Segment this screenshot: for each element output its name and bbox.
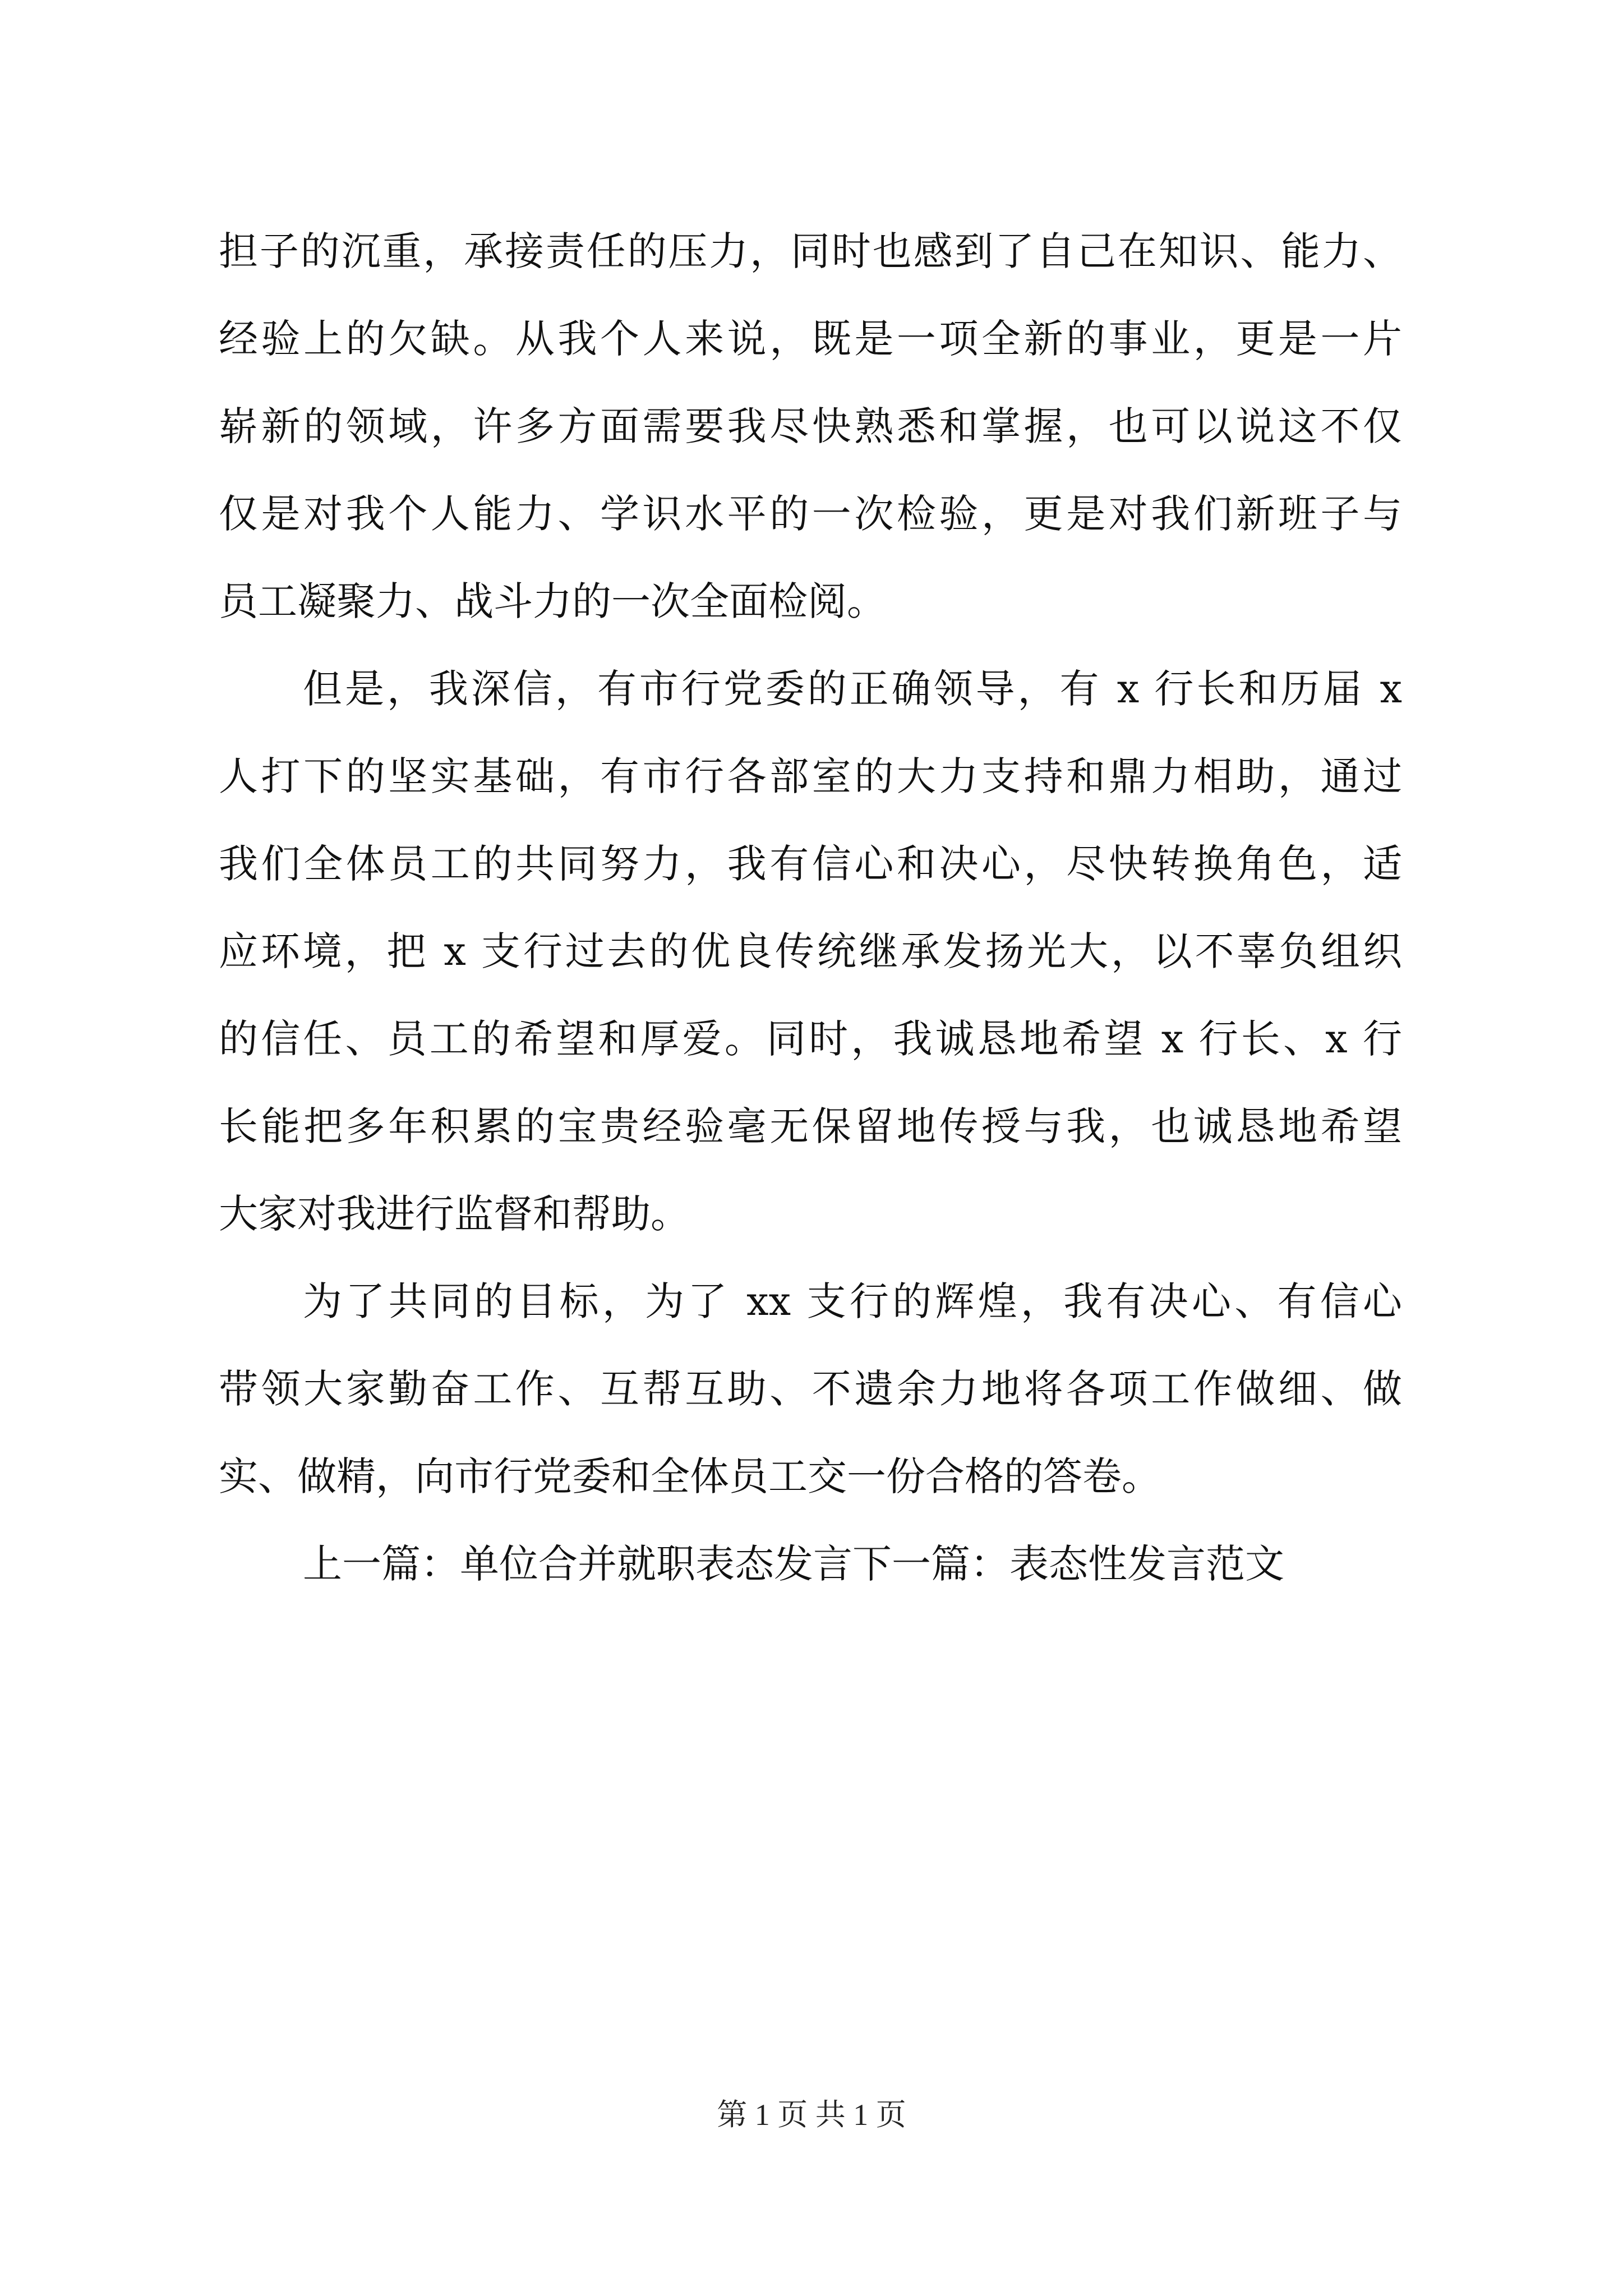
paragraph-3-line-2: 带领大家勤奋工作、互帮互助、不遗余力地将各项工作做细、做 <box>219 1366 1402 1412</box>
paragraph-2-line-3: 我们全体员工的共同努力，我有信心和决心，尽快转换角色，适 <box>219 841 1402 887</box>
paragraph-2-line-7: 大家对我进行监督和帮助。 <box>219 1191 690 1237</box>
paragraph-1-line-3: 崭新的领域，许多方面需要我尽快熟悉和掌握，也可以说这不仅 <box>219 403 1402 449</box>
paragraph-3-line-3: 实、做精，向市行党委和全体员工交一份合格的答卷。 <box>219 1453 1161 1499</box>
page-number-footer: 第 1 页 共 1 页 <box>717 2098 906 2132</box>
paragraph-2-line-6: 长能把多年积累的宝贵经验毫无保留地传授与我，也诚恳地希望 <box>219 1103 1402 1149</box>
paragraph-2-line-4: 应环境，把 x 支行过去的优良传统继承发扬光大，以不辜负组织 <box>219 928 1402 974</box>
paragraph-1-line-4: 仅是对我个人能力、学识水平的一次检验，更是对我们新班子与 <box>219 491 1402 537</box>
paragraph-2-line-1: 但是，我深信，有市行党委的正确领导，有 x 行长和历届 x <box>303 666 1402 712</box>
paragraph-1-line-1: 担子的沉重，承接责任的压力，同时也感到了自己在知识、能力、 <box>219 228 1402 274</box>
paragraph-2-line-2: 人打下的坚实基础，有市行各部室的大力支持和鼎力相助，通过 <box>219 753 1402 799</box>
paragraph-2-line-5: 的信任、员工的希望和厚爱。同时，我诚恳地希望 x 行长、x 行 <box>219 1016 1402 1062</box>
paragraph-3-line-1: 为了共同的目标，为了 xx 支行的辉煌，我有决心、有信心 <box>303 1278 1402 1324</box>
paragraph-1-line-5: 员工凝聚力、战斗力的一次全面检阅。 <box>219 578 886 624</box>
document-body <box>219 208 1402 1608</box>
prev-next-navigation[interactable]: 上一篇：单位合并就职表态发言下一篇：表态性发言范文 <box>303 1541 1284 1587</box>
paragraph-1-line-2: 经验上的欠缺。从我个人来说，既是一项全新的事业，更是一片 <box>219 316 1402 362</box>
